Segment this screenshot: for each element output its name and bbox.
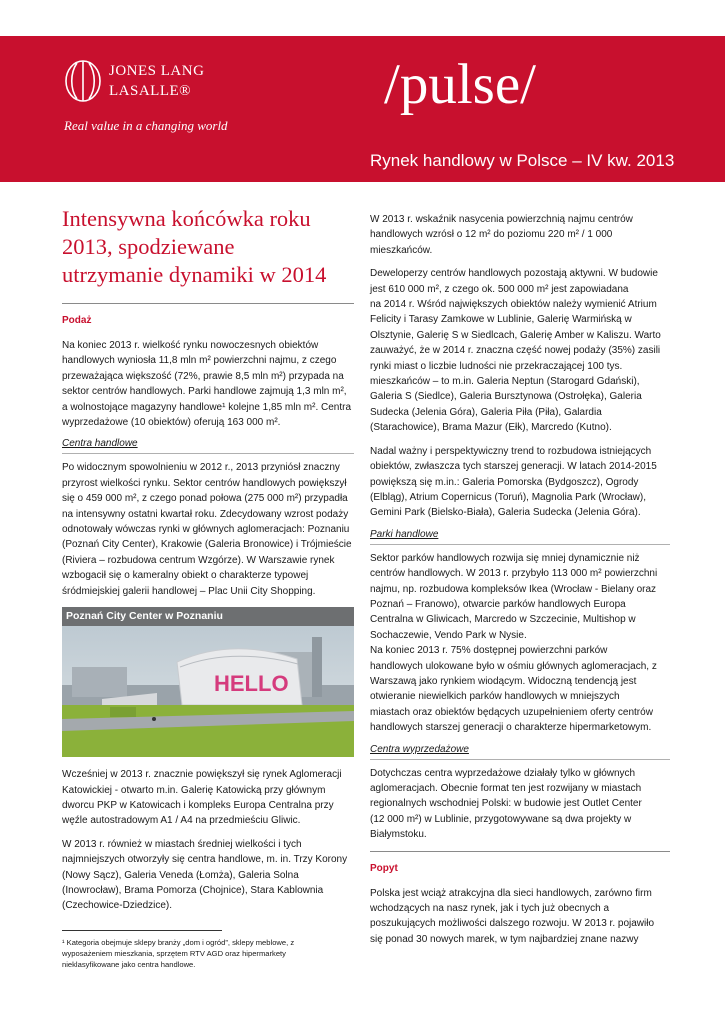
photo-poznan-city-center bbox=[62, 607, 354, 757]
paragraph-shopping-centres: Po widocznym spowolnieniu w 2012 r., 2013 przyniósł znaczny przyrost wielkości rynku. Sektor centrów handlowych powiększył się o 459 000 m², z czego ponad połowa (275 000 m²) przypadła na intensywny ostatni kwartał roku. Zdecydowany wzrost podaży odnotowały wówczas rynki w głównych aglomeracjach: Poznaniu (Poznań City Center), Krakowie (Galeria Bronowice) i Trójmieście (Riviera – rozbudowa centrum Wzgórze). W Warszawie rynek wzbogacił się o kameralny obiekt o charakterze typowej śródmiejskiej galerii handlowej – Plac Unii City Shopping. bbox=[62, 462, 352, 597]
left-column bbox=[62, 205, 354, 970]
photo-caption: Poznań City Center w Poznaniu bbox=[62, 607, 354, 626]
header-banner bbox=[0, 36, 725, 182]
section-title-supply: Podaż bbox=[62, 315, 92, 326]
paragraph-extensions: Nadal ważny i perspektywiczny trend to rozbudowa istniejących obiektów, zwłaszcza tych starszej generacji. W latach 2014-2015 powiększą się m.in.: Galeria Pomorska (Bydgoszcz), Ogrody (Elbląg), Atrium Copernicus (Toruń), Magnolia Park (Wrocław), Gemini Park (Bielsko-Biała), Galeria Sudecka (Jelenia Góra). bbox=[370, 445, 657, 519]
paragraph-katowice: Wcześniej w 2013 r. znacznie powiększył się rynek Aglomeracji Katowickiej - otwarto m.in. Galerię Katowicką przy głównym dworcu PKP w Katowicach i kompleks Europa Centralna przy węźle autostradowym A1 / A4 na przedmieściu Gliwic. bbox=[62, 769, 342, 827]
publication-title: /pulse/ bbox=[384, 53, 536, 116]
hello-sign-text: HELLO bbox=[214, 671, 289, 697]
paragraph-retail-parks: Sektor parków handlowych rozwija się mniej dynamicznie niż centrów handlowych. W 2013 r. przybyło 113 000 m² powierzchni najmu, np. rozbudowa kompleksów Ikea (Wrocław - Bielany oraz Poznań – Franowo), otwarcie parków handlowych Europa Centralna w Gliwicach, Marcredo w Szczecinie, Multishop w Sochaczewie, Vendo Park w Nysie. Na koniec 2013 r. 75% dostępnej powierzchni parków handlowych ulokowane było w ośmiu głównych aglomeracjach, z Warszawą jako rynkiem wiodącym. Widoczną tendencją jest otwieranie niewielkich parków handlowych w mniejszych miastach oraz obiektów będących uzupełnieniem oferty centrów handlowych starszej generacji o charakterze hipermarketowym. bbox=[370, 552, 658, 734]
paragraph-outlet-centres: Dotychczas centra wyprzedażowe działały tylko w głównych aglomeracjach. Obecnie format ten jest rozwijany w miastach regionalnych wschodniej Polski: w budowie jest Outlet Center (12 000 m²) w Lublinie, przygotowywane są dwa projekty w Białymstoku. bbox=[370, 767, 642, 841]
paragraph-demand: Polska jest wciąż atrakcyjna dla sieci handlowych, zarówno firm wchodzących na nasz rynek, jak i tych już obecnych a poszukujących możliwości dalszego rozwoju. W 2013 r. pojawiło się ponad 30 nowych marek, w tym najbardziej znane nazwy bbox=[370, 887, 655, 945]
paragraph-saturation: W 2013 r. wskaźnik nasycenia powierzchnią najmu centrów handlowych wzrósł o 12 m² do poziomu 220 m² / 1 000 mieszkańców. bbox=[370, 214, 633, 256]
article-headline: Intensywna końcówka roku 2013, spodziewane utrzymanie dynamiki w 2014 bbox=[62, 206, 327, 287]
headline-divider bbox=[62, 303, 354, 304]
footnote: ¹ Kategoria obejmuje sklepy branży „dom i ogród”, sklepy meblowe, z wyposażeniem mieszkania, sprzętem RTV AGD oraz hipermarkety nieklasyfikowane jako centra handlowe. bbox=[62, 937, 295, 969]
subheading-retail-parks: Parki handlowe bbox=[370, 528, 439, 540]
paragraph-small-cities: W 2013 r. również w miastach średniej wielkości i tych najmniejszych otworzyły się centra handlowe, m. in. Trzy Korony (Nowy Sącz), Galeria Veneda (Łomża), Galeria Solna (Inowrocław), Brama Pomorza (Chojnice), Stara Kablownia (Czechowice-Dziedzice). bbox=[62, 838, 348, 912]
subheading-divider bbox=[62, 453, 354, 454]
subheading-outlet-centres: Centra wyprzedażowe bbox=[370, 743, 469, 755]
section-title-demand: Popyt bbox=[370, 862, 398, 874]
paragraph-supply: Na koniec 2013 r. wielkość rynku nowoczesnych obiektów handlowych wyniosła 11,8 mln m² powierzchni najmu, z czego przeważająca większość (72%, prawie 8,5 mln m²) przypada na sektor centrów handlowych. Parki handlowe zajmują 1,3 mln m², a wolnostojące magazyny handlowe¹ kolejne 1,85 mln m². Centra wyprzedażowe (10 obiektów) oferują 163 000 m². bbox=[62, 340, 352, 429]
jll-logo-icon bbox=[64, 59, 102, 103]
subheading-divider bbox=[370, 759, 670, 760]
right-column bbox=[370, 212, 670, 955]
subheading-divider bbox=[370, 544, 670, 545]
paragraph-developers: Deweloperzy centrów handlowych pozostają aktywni. W budowie jest 610 000 m², z czego ok. 500 000 m² jest zapowiadana na 2014 r. Wśród największych obiektów należy wymienić Atrium Felicity i Tarasy Zamkowe w Lublinie, Galerię Warmińską w Olsztynie, Galerię S w Siedlcach, Galerię Amber w Kaliszu. Warto zauważyć, że w 2014 r. znaczna część nowej podaży (35%) zasili rynki miast o liczbie ludności nie przekraczającej 100 tys. mieszkańców – to m.in. Galeria Neptun (Starogard Gdański), Galeria S (Siedlce), Galeria Bursztynowa (Ostrołęka), Galeria Sudecka (Jelenia Góra), Galeria Piła (Piła), Galardia (Starachowice), Brama Mazur (Ełk), Marcredo (Kutno). bbox=[370, 268, 661, 434]
report-subtitle: Rynek handlowy w Polsce – IV kw. 2013 bbox=[370, 151, 675, 170]
footnote-divider bbox=[62, 930, 222, 931]
mall-photo-illustration bbox=[62, 607, 354, 757]
brand-name-line1: JONES LANG bbox=[109, 63, 205, 79]
subheading-shopping-centres: Centra handlowe bbox=[62, 438, 138, 450]
section-divider bbox=[370, 851, 670, 852]
brand-tagline: Real value in a changing world bbox=[64, 118, 228, 133]
brand-name-line2: LASALLE® bbox=[109, 83, 192, 99]
